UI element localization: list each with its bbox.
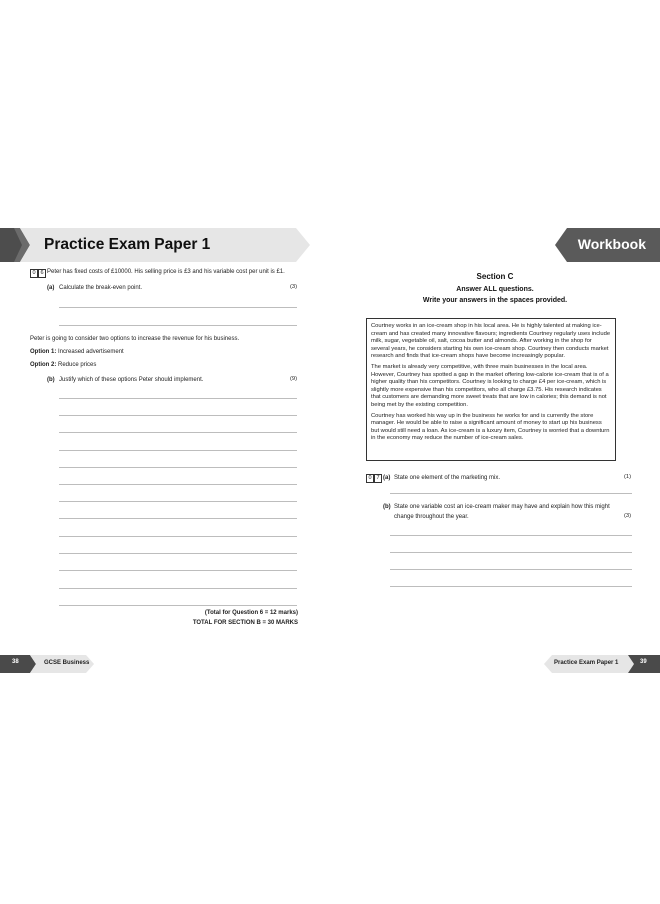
marks: (1)	[624, 474, 632, 480]
part-a-text: State one element of the marketing mix.	[394, 475, 501, 481]
page-title: Practice Exam Paper 1	[44, 236, 211, 253]
answer-line[interactable]	[390, 569, 632, 570]
page-header	[0, 226, 310, 264]
instruction: Write your answers in the spaces provided.	[422, 297, 568, 304]
answer-line[interactable]	[59, 518, 297, 519]
case-study-paragraph: The market is already very competitive, with three main businesses in the local area. However, Courtney has spotted a gap in the market offering low-calorie ice-cream that is of a higher quality than his competitors. Courtney is looking to charge £4 per ice-cream, which is slightly more expensive than his competitors, who all charge £3.75. His research indicates that customers are demanding more sweet treats that are low in calories; this demand is not being met by the existing competition.	[371, 363, 609, 408]
part-b-text: Justify which of these options Peter should implement.	[59, 377, 204, 383]
answer-line[interactable]	[390, 493, 632, 494]
part-b-text-line-1: State one variable cost an ice-cream maker may have and explain how this might	[394, 504, 610, 510]
part-a-text: Calculate the break-even point.	[59, 285, 143, 291]
option-1-label: Option 1:	[30, 349, 57, 355]
answer-line[interactable]	[390, 552, 632, 553]
answer-line[interactable]	[59, 432, 297, 433]
page-footer	[544, 654, 660, 674]
marks: (3)	[290, 284, 298, 290]
answer-line[interactable]	[59, 307, 297, 308]
section-title: Section C	[476, 272, 514, 281]
workbook-label: Workbook	[577, 236, 646, 252]
case-study-box	[366, 318, 616, 461]
section-total: TOTAL FOR SECTION B = 30 MARKS	[192, 620, 298, 626]
question-digit: 0	[30, 269, 38, 278]
answer-line[interactable]	[59, 484, 297, 485]
instruction: Answer ALL questions.	[456, 286, 534, 293]
case-study-paragraph: Courtney works in an ice-cream shop in his local area. He is highly talented at making ice-cream and has created many innovative flavours; ingredients Courtney regularly uses include milk, sugar, vegetable oil, salt, cocoa butter and almonds. After working in the shop for several years, he considers starting his own ice-cream shop. Courtney then conducts market research and finds that ice-cream shops have become increasingly popular.	[371, 323, 611, 360]
book-title: GCSE Business	[44, 660, 90, 666]
part-label: (a)	[383, 475, 391, 481]
question-total: (Total for Question 6 = 12 marks)	[204, 610, 298, 616]
page-number: 39	[640, 659, 647, 665]
answer-line[interactable]	[59, 536, 297, 537]
page-header	[555, 226, 660, 264]
answer-line[interactable]	[59, 467, 297, 468]
question-digit: 6	[38, 269, 46, 278]
part-label: (a)	[47, 285, 55, 291]
question-digit: 7	[374, 474, 382, 483]
context-text: Peter is going to consider two options to increase the revenue for his business.	[30, 336, 240, 342]
question-digit: 0	[366, 474, 374, 483]
left-page	[0, 222, 330, 674]
paper-title: Practice Exam Paper 1	[554, 660, 619, 666]
option-2-text: Reduce prices	[58, 362, 97, 368]
case-study-paragraph: Courtney has worked his way up in the business he works for and is currently the store manager. He would be able to raise a significant amount of money to start up his business but would still need a loan. As ice-cream is a luxury item, Courtney is worried that a downturn in the economy may reduce the number of ice-cream sales.	[371, 412, 610, 442]
marks: (9)	[290, 376, 298, 382]
marks: (3)	[624, 513, 632, 519]
option-1	[30, 348, 124, 357]
option-1-text: Increased advertisement	[58, 349, 124, 355]
part-b-text-line-2: change throughout the year.	[394, 514, 469, 520]
page-footer	[0, 654, 100, 674]
answer-line[interactable]	[390, 586, 632, 587]
answer-line[interactable]	[59, 415, 297, 416]
book-spread	[0, 222, 660, 674]
page-number: 38	[12, 659, 19, 665]
right-page	[330, 222, 660, 674]
question-number-box	[30, 269, 46, 278]
option-2-label: Option 2:	[30, 362, 57, 368]
answer-line[interactable]	[59, 501, 297, 502]
answer-line[interactable]	[390, 535, 632, 536]
answer-line[interactable]	[59, 450, 297, 451]
answer-line[interactable]	[59, 570, 297, 571]
option-2	[30, 361, 96, 370]
question-stem: Peter has fixed costs of £10000. His selling price is £3 and his variable cost per unit is £1.	[47, 269, 285, 275]
answer-line[interactable]	[59, 398, 297, 399]
part-label: (b)	[47, 377, 55, 383]
part-label: (b)	[383, 504, 391, 510]
answer-line[interactable]	[59, 588, 297, 589]
answer-line[interactable]	[59, 605, 297, 606]
question-number-box	[366, 474, 382, 483]
answer-line[interactable]	[59, 553, 297, 554]
answer-line[interactable]	[59, 325, 297, 326]
